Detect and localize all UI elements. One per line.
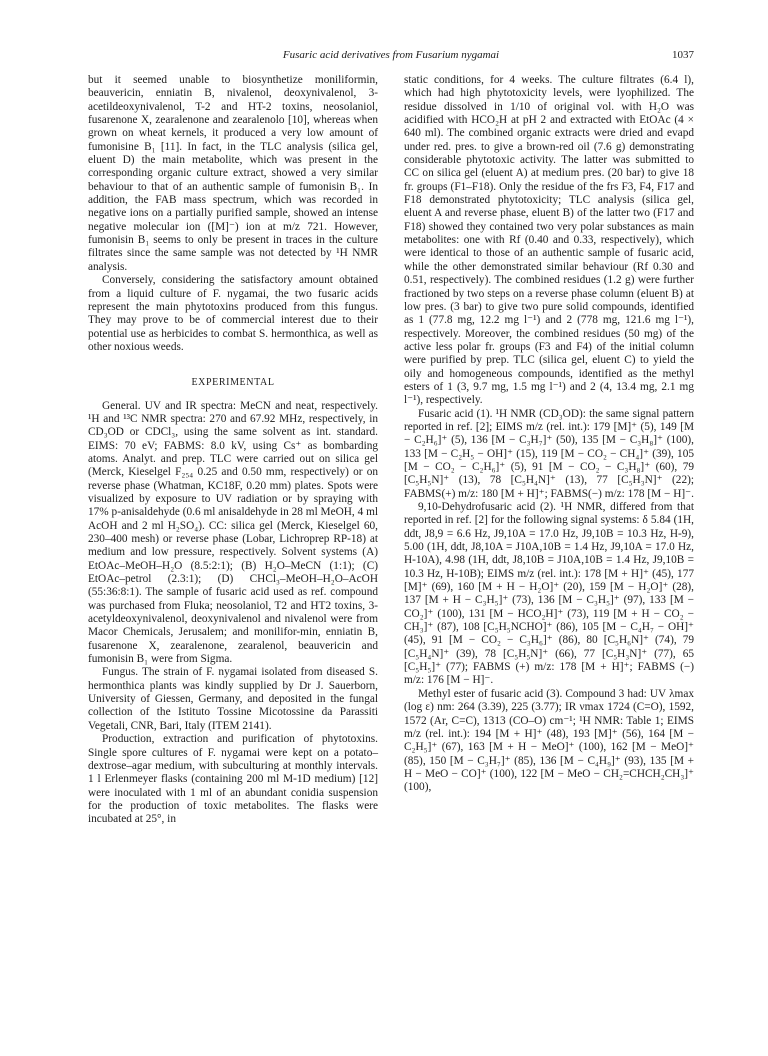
paragraph: Production, extraction and purification of phytotoxins. Single spore cultures of F. nygamai were kept on a potato–dextrose–agar medium, with subculturing at monthly intervals. 1 l Erlenmeyer flasks (containing 200 ml M-1D medium) [12] were inoculated with 1 ml of an abundant conidia suspension for the production of toxic metabolites. The flasks were incubated at 25°, in [88,733,378,826]
paragraph: Conversely, considering the satisfactory amount obtained from a liquid culture of F. nygamai, the two fusaric acids represent the main phytotoxins produced from this fungus. They may prove to be of commercial interest due to their potential use as herbicides to combat S. hermonthica, as well as other noxious weeds. [88,274,378,353]
paragraph: 9,10-Dehydrofusaric acid (2). ¹H NMR, differed from that reported in ref. [2] for the following signal systems: δ 5.84 (1H, ddt, J8,9 = 6.6 Hz, J9,10A = 17.0 Hz, J9,10B = 10.3 Hz, H-9), 5.00 (1H, ddt, J8,10A = J10A,10B = 1.4 Hz, J9,10A = 17.0 Hz, H-10A), 4.98 (1H, ddt, J8,10B = J10A,10B = 1.4 Hz, J9,10B = 10.3 Hz, H-10B); EIMS m/z (rel. int.): 178 [M + H]⁺ (45), 177 [M]⁺ (69), 160 [M + H − H₂O]⁺ (20), 159 [M − H₂O]⁺ (28), 137 [M + H − C₃H₅]⁺ (73), 136 [M − C₃H₅]⁺ (97), 133 [M − CO₂]⁺ (100), 131 [M − HCO₂H]⁺ (73), 119 [M + H − CO₂ − CH₃]⁺ (87), 108 [C₅H₅NCHO]⁺ (86), 105 [M − C₄H₇ − OH]⁺ (45), 91 [M − CO₂ − C₃H₆]⁺ (86), 80 [C₅H₆N]⁺ (74), 79 [C₅H₄N]⁺ (39), 78 [C₅H₅N]⁺ (66), 77 [C₅H₃N]⁺ (77), 65 [C₅H₅]⁺ (77); FABMS (+) m/z: 178 [M + H]⁺; FABMS (−) m/z: 176 [M − H]⁻. [404,501,694,687]
paragraph: static conditions, for 4 weeks. The culture filtrates (6.4 l), which had high phytotoxicity levels, were lyophilized. The residue dissolved in 1/10 of original vol. with H₂O was acidified with HCO₂H at pH 2 and extracted with EtOAc (4 × 640 ml). The combined organic extracts were dried and evapd under red. pres. to give a brown-red oil (7.6 g) demonstrating considerable phytotoxic activity. The latter was submitted to CC on silica gel (eluent A) at medium pres. (20 bar) to give 18 fr. groups (F1–F18). Only the residue of the frs F3, F4, F17 and F18 demonstrated phytotoxicity; TLC analysis (silica gel, eluent A and reverse phase, eluent B) of the latter two (F17 and F18) showed they contained two very polar substances as main metabolites: one with Rf (0.40 and 0.33, respectively), which were identical to those of an authentic sample of fusaric acid, while the other demonstrated similar behaviour (Rf 0.30 and 0.51, respectively). The combined residues (1.2 g) were further fractioned by two steps on a reverse phase column (eluent B) at low pres. (3 bar) to give two pure solid compounds, identified as 1 (77.8 mg, 12.2 mg l⁻¹) and 2 (778 mg, 121.6 mg l⁻¹), respectively. Moreover, the combined residues (50 mg) of the active less polar fr. groups (F3 and F4) of the initial column were purified by prep. TLC (silica gel, eluent C) to yield the oily and homogeneous compounds, identified as the methyl esters of 1 (3, 9.7 mg, 1.5 mg l⁻¹) and 2 (4, 13.4 mg, 2.1 mg l⁻¹), respectively. [404,74,694,407]
left-column [88,74,378,827]
right-column [404,74,694,795]
paragraph: General. UV and IR spectra: MeCN and neat, respectively. ¹H and ¹³C NMR spectra: 270 and 67.92 MHz, respectively, in CD₃OD or CDCl₃, using the same solvent as int. standard. EIMS: 70 eV; FABMS: 8.0 kV, using Cs⁺ as bombarding atoms. Analyt. and prep. TLC were carried out on silica gel (Merck, Kieselgel F₂₅₄ 0.25 and 0.50 mm, respectively) or on reverse phase (Whatman, KC18F, 0.20 mm) plates. Spots were visualized by exposure to UV radiation or by spraying with 17% p-anisaldehyde (0.6 ml anisaldehyde in 28 ml MeOH, 4 ml AcOH and 2 ml H₂SO₄). CC: silica gel (Merck, Kieselgel 60, 230–400 mesh) or reverse phase (Lobar, Lichroprep RP-18) at medium and low pressure, respectively. Solvent systems (A) EtOAc–MeOH–H₂O (8.5:2:1); (B) H₂O–MeCN (1:1); (C) EtOAc–petrol (2.3:1); (D) CHCl₃–MeOH–H₂O–AcOH (55:36:8:1). The sample of fusaric acid used as ref. compound was purchased from Fluka; neosolaniol, T2 and HT2 toxins, 3-acetyldeoxynivalenol, deoxynivalenol and nivalenol were from Macor Chemicals, Jerusalem; and monilifor-min, enniatin B, fusarenone X, zearalenone, zearalenol, beauvericin and fumonisin B₁ were from Sigma. [88,399,378,666]
section-heading: EXPERIMENTAL [191,377,275,389]
paragraph: Methyl ester of fusaric acid (3). Compound 3 had: UV λmax (log ε) nm: 264 (3.39), 225 (3.77); IR νmax 1724 (C=O), 1592, 1572 (Ar, C=C), 1313 (CO–O) cm⁻¹; ¹H NMR: Table 1; EIMS m/z (rel. int.): 194 [M + H]⁺ (48), 193 [M]⁺ (56), 164 [M − C₂H₅]⁺ (67), 163 [M + H − MeO]⁺ (100), 162 [M − MeO]⁺ (85), 150 [M − C₃H₇]⁺ (85), 136 [M − C₄H₉]⁺ (93), 135 [M + H − MeO − CO]⁺ (100), 122 [M − MeO − CH₂=CHCH₂CH₃]⁺ (100), [404,687,694,794]
running-title: Fusaric acid derivatives from Fusarium nygamai [282,49,500,61]
paragraph: but it seemed unable to biosynthetize moniliformin, beauvericin, enniatin B, nivalenol, deoxynivalenol, 3-acetildeoxynivalenol, T-2 and HT-2 toxins, neosolaniol, fusarenone X, zearalenone and zearalenolo [10], whereas when grown on wheat kernels, it produced a very low amount of fumonisine B₁ [11]. In fact, in the TLC analysis (silica gel, eluent D) the main metabolite, which was present in the corresponding organic culture extract, showed a very similar behaviour to that of an authentic sample of fumonisin B₁. In addition, the FAB mass spectrum, which was recorded in negative ions on a partially purified sample, showed an intense negative molecular ion ([M]⁻) ion at m/z 721. However, fumonisin B₁ seems to only be present in traces in the culture filtrates since the same sample was not detected by ¹H NMR analysis. [88,74,378,273]
page-number: 1037 [672,49,694,61]
paragraph: Fungus. The strain of F. nygamai isolated from diseased S. hermonthica plants was kindly supplied by Dr J. Sauerborn, University of Giessen, Germany, and deposited in the fungal collection of the Istituto Tossine Micotossine da Parassiti Vegetali, CNR, Bari, Italy (ITEM 2141). [88,666,378,732]
paragraph: Fusaric acid (1). ¹H NMR (CD₃OD): the same signal pattern reported in ref. [2]; EIMS m/z (rel. int.): 179 [M]⁺ (5), 149 [M − C₂H₆]⁺ (5), 136 [M − C₃H₇]⁺ (50), 135 [M − C₃H₈]⁺ (100), 133 [M − C₂H₅ − OH]⁺ (15), 119 [M − CO₂ − CH₄]⁺ (39), 105 [M − CO₂ − C₂H₆]⁺ (5), 91 [M − CO₂ − C₃H₈]⁺ (60), 79 [C₅H₅N]⁺ (13), 78 [C₅H₄N]⁺ (13), 77 [C₅H₃N]⁺ (22); FABMS(+) m/z: 180 [M + H]⁺; FABMS(−) m/z: 178 [M − H]⁻. [404,407,694,500]
